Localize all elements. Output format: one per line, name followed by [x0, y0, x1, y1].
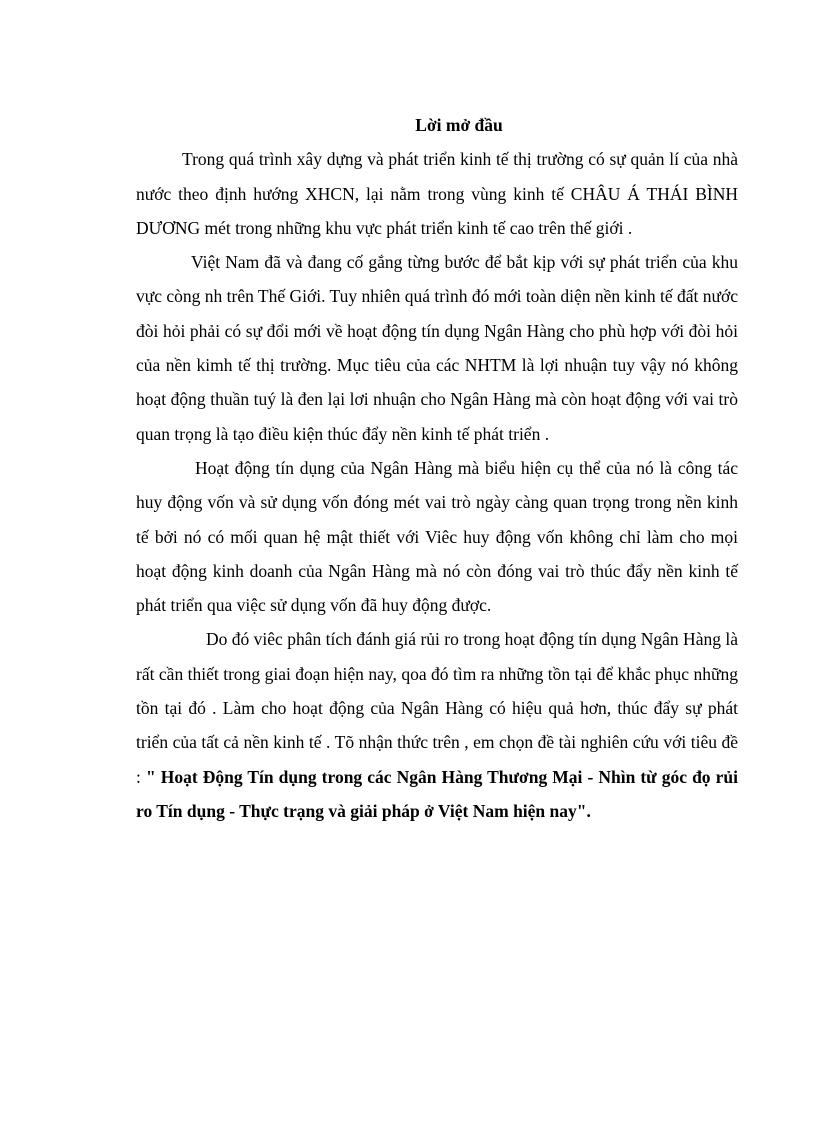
paragraph-4: [136, 622, 738, 828]
document-title: Lời mở đầu: [415, 115, 503, 135]
paragraph-2: Việt Nam đã và đang cố gắng từng bước để bắt kịp với sự phát triển của khu vực còng nh trên Thế Giới. Tuy nhiên quá trình đó mới toàn diện nền kinh tế đất nước đòi hỏi phải có sự đổi mới về hoạt động tín dụng Ngân Hàng cho phù hợp với đòi hỏi của nền kimh tế thị trường. Mục tiêu của các NHTM là lợi nhuận tuy vậy nó không hoạt động thuần tuý là đen lại lơi nhuận cho Ngân Hàng mà còn hoạt động với vai trò quan trọng là tạo điều kiện thúc đẩy nền kinh tế phát triển .: [136, 252, 738, 444]
paragraph-4-text: Do đó viêc phân tích đánh giá rủi ro trong hoạt động tín dụng Ngân Hàng là rất cần thiết trong giai đoạn hiện nay, qoa đó tìm ra những tồn tại để khắc phục những tồn tại đó . Làm cho hoạt động của Ngân Hàng có hiệu quả hơn, thúc đẩy sự phát triển của tất cả nền kinh tế . Tõ nhận thức trên , em chọn đề tài nghiên cứu với tiêu đề :: [136, 629, 738, 787]
paragraph-3: Hoạt động tín dụng của Ngân Hàng mà biểu hiện cụ thể của nó là công tác huy động vốn và sử dụng vốn đóng mét vai trò ngày càng quan trọng trong nền kinh tế bởi nó có mối quan hệ mật thiết với Viêc huy động vốn không chỉ làm cho mọi hoạt động kinh doanh của Ngân Hàng mà nó còn đóng vai trò thúc đẩy nền kinh tế phát triển qua việc sử dụng vốn đã huy động được.: [136, 457, 738, 616]
thesis-title-bold: " Hoạt Động Tín dụng trong các Ngân Hàng Thương Mại - Nhìn từ góc đọ rủi ro Tín dụng - Thực trạng và giải pháp ở Việt Nam hiện nay".: [136, 766, 738, 821]
document-body: [136, 108, 738, 828]
paragraph-1: Trong quá trình xây dựng và phát triển kinh tế thị trường có sự quản lí của nhà nước theo định hướng XHCN, lại nằm trong vùng kinh tế CHÂU Á THÁI BÌNH DƯƠNG mét trong những khu vực phát triển kinh tế cao trên thế giới .: [136, 149, 738, 238]
